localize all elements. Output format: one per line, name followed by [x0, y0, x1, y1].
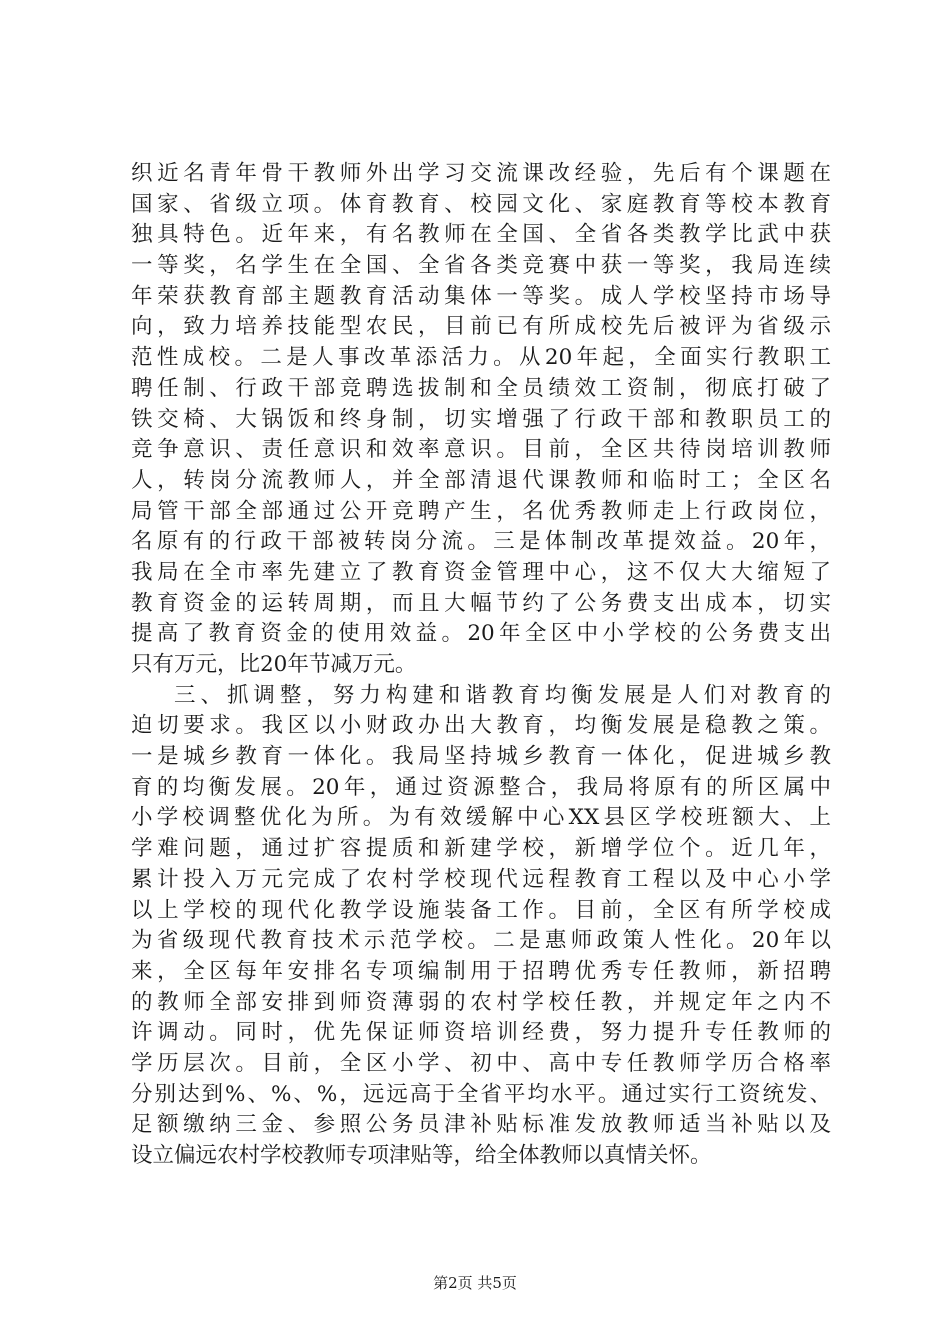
text-line: 铁交椅、大锅饭和终身制，切实增强了行政干部和教职员工的 [131, 406, 831, 432]
text-line: 向，致力培养技能型农民，目前已有所成校先后被评为省级示 [131, 314, 831, 340]
text-line: 提高了教育资金的使用效益。20年全区中小学校的公务费支出 [131, 621, 831, 647]
text-line: 的教师全部安排到师资薄弱的农村学校任教，并规定年之内不 [131, 989, 831, 1015]
text-line: 人，转岗分流教师人，并全部清退代课教师和临时工；全区名 [131, 467, 831, 493]
text-line: 学历层次。目前，全区小学、初中、高中专任教师学历合格率 [131, 1050, 831, 1076]
page-number-footer: 第2页 共5页 [433, 1274, 517, 1292]
paragraph-first-line: 三、抓调整，努力构建和谐教育均衡发展是人们对教育的 [174, 682, 831, 708]
text-line: 育的均衡发展。20年，通过资源整合，我局将原有的所区属中 [131, 774, 831, 800]
text-line: 只有万元，比20年节减万元。 [131, 652, 417, 677]
text-line: 局管干部全部通过公开竞聘产生，名优秀教师走上行政岗位， [131, 498, 831, 524]
text-line: 国家、省级立项。体育教育、校园文化、家庭教育等校本教育 [131, 191, 831, 217]
text-line: 名原有的行政干部被转岗分流。三是体制改革提效益。20年， [131, 529, 831, 555]
text-line: 累计投入万元完成了农村学校现代远程教育工程以及中心小学 [131, 866, 831, 892]
text-line: 教育资金的运转周期，而且大幅节约了公务费支出成本，切实 [131, 590, 831, 616]
text-line: 足额缴纳三金、参照公务员津补贴标准发放教师适当补贴以及 [131, 1112, 831, 1138]
text-line: 以上学校的现代化教学设施装备工作。目前，全区有所学校成 [131, 897, 831, 923]
text-line: 范性成校。二是人事改革添活力。从20年起，全面实行教职工 [131, 345, 831, 371]
text-line: 为省级现代教育技术示范学校。二是惠师政策人性化。20年以 [131, 928, 831, 954]
text-line: 一等奖，名学生在全国、全省各类竞赛中获一等奖，我局连续 [131, 253, 831, 279]
text-line: 分别达到%、%、%，远远高于全省平均水平。通过实行工资统发、 [131, 1081, 831, 1107]
text-line: 聘任制、行政干部竞聘选拔制和全员绩效工资制，彻底打破了 [131, 375, 831, 401]
document-body [131, 159, 831, 1172]
text-line: 独具特色。近年来，有名教师在全国、全省各类教学比武中获 [131, 222, 831, 248]
text-line: 竞争意识、责任意识和效率意识。目前，全区共待岗培训教师 [131, 437, 831, 463]
text-line: 许调动。同时，优先保证师资培训经费，努力提升专任教师的 [131, 1020, 831, 1046]
text-line: 来，全区每年安排名专项编制用于招聘优秀专任教师，新招聘 [131, 958, 831, 984]
text-line: 一是城乡教育一体化。我局坚持城乡教育一体化，促进城乡教 [131, 744, 831, 770]
text-line: 迫切要求。我区以小财政办出大教育，均衡发展是稳教之策。 [131, 713, 831, 739]
text-line: 小学校调整优化为所。为有效缓解中心XX县区学校班额大、上 [131, 805, 831, 831]
text-line: 织近名青年骨干教师外出学习交流课改经验，先后有个课题在 [131, 161, 831, 186]
text-line: 年荣获教育部主题教育活动集体一等奖。成人学校坚持市场导 [131, 283, 831, 309]
text-line: 学难问题，通过扩容提质和新建学校，新增学位个。近几年， [131, 836, 831, 862]
text-line: 我局在全市率先建立了教育资金管理中心，这不仅大大缩短了 [131, 559, 831, 585]
text-line: 设立偏远农村学校教师专项津贴等，给全体教师以真情关怀。 [131, 1143, 712, 1168]
